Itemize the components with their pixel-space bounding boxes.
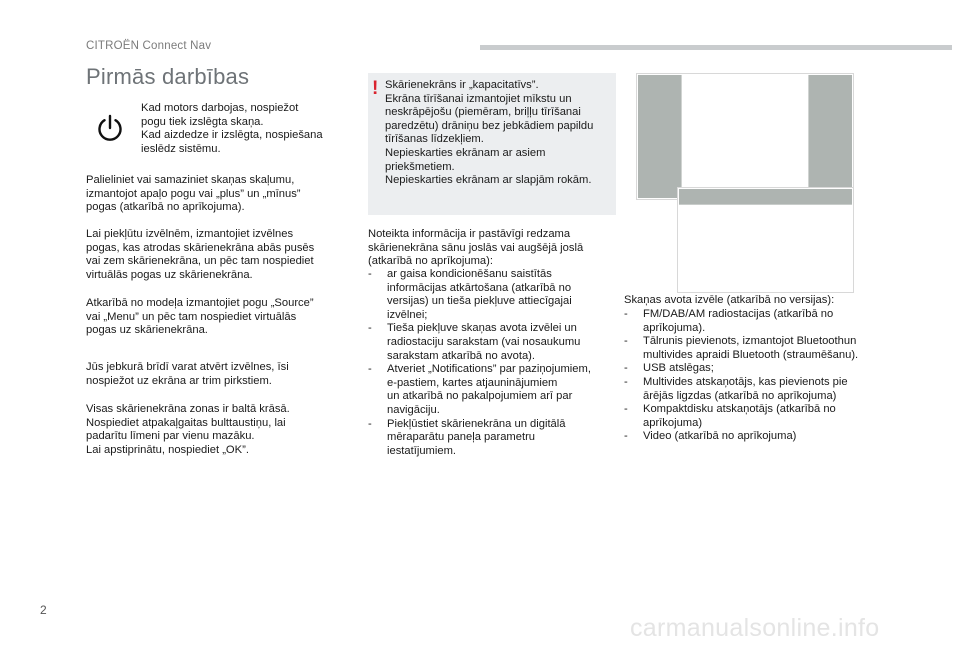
touchscreen-diagram-topbar	[677, 187, 854, 293]
middle-list	[368, 268, 618, 458]
list-item: - Kompaktdisku atskaņotājs (atkarībā no aprīkojuma)	[624, 403, 924, 430]
list-item: - Tieša piekļuve skaņas avota izvēlei un radiostaciju sarakstam (vai nosaukumu sarakstam atkarībā no avota).	[368, 322, 618, 363]
white-zones-paragraph: Visas skārienekrāna zonas ir baltā krāsā. Nospiediet atpakaļgaitas bulttaustiņu, lai padarītu līmeni par vienu mazāku. Lai apstiprinātu, nospiediet „OK”.	[86, 403, 290, 456]
volume-paragraph: Palieliniet vai samaziniet skaņas skaļumu, izmantojot apaļo pogu vai „plus” un „mīnus” pogas (atkarībā no aprīkojuma).	[86, 174, 301, 214]
list-item: - Multivides atskaņotājs, kas pievienots pie ārējās ligzdas (atkarībā no aprīkojuma)	[624, 376, 924, 403]
header-title: CITROËN Connect Nav	[86, 40, 212, 52]
warning-icon: !	[372, 78, 379, 99]
watermark: carmanualsonline.info	[630, 614, 880, 642]
warning-text: Skārienekrāns ir „kapacitatīvs”. Ekrāna tīrīšanai izmantojiet mīkstu un neskrāpējošu (piemēram, briļļu tīrīšanai paredzētu) drāniņu bez jebkādiem papildu tīrīšanas līdzekļiem. Nepieskarties ekrānam ar asiem priekšmetiem. Nepieskarties ekrānam ar slapjām rokām.	[385, 79, 594, 187]
header-bar	[480, 45, 952, 50]
list-item: - FM/DAB/AM radiostacijas (atkarībā no aprīkojuma).	[624, 308, 924, 335]
power-icon	[94, 112, 126, 144]
right-intro: Skaņas avota izvēle (atkarībā no versijas):	[624, 294, 835, 306]
list-item: - USB atslēgas;	[624, 362, 924, 376]
page-title: Pirmās darbības	[86, 64, 250, 89]
right-list	[624, 308, 924, 444]
three-finger-paragraph: Jūs jebkurā brīdī varat atvērt izvēlnes, īsi nospiežot uz ekrāna ar trim pirkstiem.	[86, 361, 289, 387]
touchscreen-diagram-sidebars	[636, 73, 854, 200]
middle-intro: Noteikta informācija ir pastāvīgi redzama skārienekrāna sānu joslās vai augšējā joslā (atkarībā no aprīkojuma):	[368, 228, 584, 268]
list-item: - Atveriet „Notifications” par paziņojumiem, e-pastiem, kartes atjauninājumiem un atkarībā no pakalpojumiem arī par navigāciju.	[368, 363, 618, 417]
list-item: - ar gaisa kondicionēšanu saistītās informācijas atkārtošana (atkarībā no versijas) un tieša piekļuve attiecīgajai izvēlnei;	[368, 268, 618, 322]
list-item: - Video (atkarībā no aprīkojuma)	[624, 430, 924, 444]
source-paragraph: Atkarībā no modeļa izmantojiet pogu „Source” vai „Menu” un pēc tam nospiediet virtuālās pogas uz skārienekrāna.	[86, 297, 314, 337]
page-number: 2	[40, 603, 47, 617]
list-item: - Tālrunis pievienots, izmantojot Bluetoothun multivides apraidi Bluetooth (straumēšanu).	[624, 335, 924, 362]
list-item: - Piekļūstiet skārienekrāna un digitālā mēraparātu paneļa parametru iestatījumiem.	[368, 418, 618, 459]
menu-paragraph: Lai piekļūtu izvēlnēm, izmantojiet izvēlnes pogas, kas atrodas skārienekrāna abās pusēs vai zem skārienekrāna, un pēc tam nospiediet virtuālās pogas uz skārienekrāna.	[86, 228, 315, 281]
power-button-text: Kad motors darbojas, nospiežot pogu tiek izslēgta skaņa. Kad aizdedze ir izslēgta, nospiešana ieslēdz sistēmu.	[141, 102, 323, 155]
